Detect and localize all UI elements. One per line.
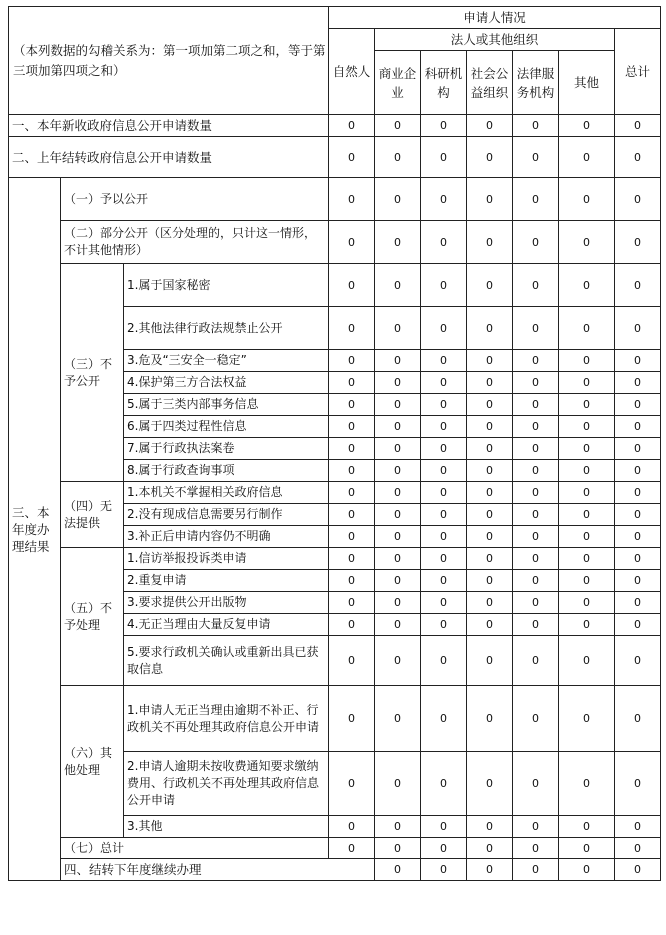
cell-value: 0	[559, 264, 615, 307]
cell-value: 0	[421, 482, 467, 504]
cell-value: 0	[559, 115, 615, 137]
row-label: 二、上年结转政府信息公开申请数量	[9, 137, 329, 178]
cell-value: 0	[375, 752, 421, 816]
cell-value: 0	[467, 504, 513, 526]
cell-value: 0	[421, 137, 467, 178]
cell-value: 0	[421, 614, 467, 636]
cell-value: 0	[513, 548, 559, 570]
row-label: 3.其他	[124, 816, 329, 838]
cell-value: 0	[329, 548, 375, 570]
cell-value: 0	[467, 838, 513, 859]
cell-value: 0	[329, 570, 375, 592]
cell-value: 0	[467, 178, 513, 221]
cell-value: 0	[375, 548, 421, 570]
cell-value: 0	[513, 570, 559, 592]
cell-value: 0	[467, 350, 513, 372]
table-row	[9, 178, 661, 221]
cell-value: 0	[615, 504, 661, 526]
cell-value: 0	[421, 592, 467, 614]
header-natural-person: 自然人	[329, 29, 375, 115]
cell-value: 0	[421, 221, 467, 264]
cell-value: 0	[615, 838, 661, 859]
cell-value: 0	[421, 526, 467, 548]
cell-value: 0	[513, 115, 559, 137]
cell-value: 0	[559, 460, 615, 482]
cell-value: 0	[513, 221, 559, 264]
row-label: 1.属于国家秘密	[124, 264, 329, 307]
cell-value: 0	[375, 372, 421, 394]
cell-value: 0	[615, 460, 661, 482]
cell-value: 0	[467, 752, 513, 816]
cell-value: 0	[513, 307, 559, 350]
cell-value: 0	[329, 636, 375, 686]
cell-value: 0	[329, 394, 375, 416]
row-label: 5.要求行政机关确认或重新出具已获取信息	[124, 636, 329, 686]
row-label: （一）予以公开	[61, 178, 329, 221]
row-label: 1.申请人无正当理由逾期不补正、行政机关不再处理其政府信息公开申请	[124, 686, 329, 752]
cell-value: 0	[615, 614, 661, 636]
table-row	[9, 482, 661, 504]
cell-value: 0	[375, 460, 421, 482]
header-other: 其他	[559, 51, 615, 115]
cell-value: 0	[615, 482, 661, 504]
row-label: 四、结转下年度继续办理	[61, 859, 375, 881]
cell-value: 0	[375, 570, 421, 592]
cell-value: 0	[559, 838, 615, 859]
cell-value: 0	[421, 438, 467, 460]
cell-value: 0	[615, 221, 661, 264]
cell-value: 0	[421, 115, 467, 137]
cell-value: 0	[513, 816, 559, 838]
cell-value: 0	[375, 614, 421, 636]
header-legal-group: 法人或其他组织	[375, 29, 615, 51]
cell-value: 0	[421, 504, 467, 526]
row-label: 1.本机关不掌握相关政府信息	[124, 482, 329, 504]
cell-value: 0	[513, 416, 559, 438]
cell-value: 0	[329, 137, 375, 178]
cell-value: 0	[467, 416, 513, 438]
cell-value: 0	[329, 307, 375, 350]
cell-value: 0	[513, 482, 559, 504]
cell-value: 0	[329, 350, 375, 372]
header-note: （本列数据的勾稽关系为：第一项加第二项之和，等于第三项加第四项之和）	[9, 7, 329, 115]
info-disclosure-table	[8, 6, 661, 881]
cell-value: 0	[615, 372, 661, 394]
table-row	[9, 221, 661, 264]
cell-value: 0	[513, 504, 559, 526]
cell-value: 0	[513, 752, 559, 816]
cell-value: 0	[513, 264, 559, 307]
cell-value: 0	[513, 372, 559, 394]
cell-value: 0	[329, 115, 375, 137]
cell-value: 0	[559, 504, 615, 526]
cell-value: 0	[559, 816, 615, 838]
cell-value: 0	[467, 264, 513, 307]
row-label: 3.补正后申请内容仍不明确	[124, 526, 329, 548]
cell-value: 0	[421, 372, 467, 394]
header-total: 总计	[615, 29, 661, 115]
cell-value: 0	[421, 838, 467, 859]
table-row	[9, 686, 661, 752]
cell-value: 0	[375, 592, 421, 614]
cell-value: 0	[467, 372, 513, 394]
cell-value: 0	[467, 526, 513, 548]
table-row	[9, 859, 661, 881]
cell-value: 0	[559, 307, 615, 350]
cell-value: 0	[615, 592, 661, 614]
cell-value: 0	[375, 838, 421, 859]
cell-value: 0	[467, 115, 513, 137]
cell-value: 0	[559, 416, 615, 438]
cell-value: 0	[513, 859, 559, 881]
row-label: 2.申请人逾期未按收费通知要求缴纳费用、行政机关不再处理其政府信息公开申请	[124, 752, 329, 816]
cell-value: 0	[467, 816, 513, 838]
cell-value: 0	[615, 526, 661, 548]
cell-value: 0	[559, 686, 615, 752]
cell-value: 0	[615, 636, 661, 686]
header-legal-service: 法律服务机构	[513, 51, 559, 115]
cell-value: 0	[375, 438, 421, 460]
cell-value: 0	[329, 504, 375, 526]
cell-value: 0	[329, 264, 375, 307]
cell-value: 0	[375, 307, 421, 350]
cell-value: 0	[615, 752, 661, 816]
table-row	[9, 264, 661, 307]
cell-value: 0	[615, 548, 661, 570]
cell-value: 0	[615, 416, 661, 438]
cell-value: 0	[559, 137, 615, 178]
cell-value: 0	[467, 221, 513, 264]
cell-value: 0	[329, 614, 375, 636]
header-social-welfare: 社会公益组织	[467, 51, 513, 115]
cell-value: 0	[467, 592, 513, 614]
cell-value: 0	[513, 838, 559, 859]
cell-value: 0	[615, 137, 661, 178]
cell-value: 0	[467, 438, 513, 460]
cell-value: 0	[375, 816, 421, 838]
cell-value: 0	[329, 372, 375, 394]
row-label: 5.属于三类内部事务信息	[124, 394, 329, 416]
cell-value: 0	[467, 614, 513, 636]
header-applicant-situation: 申请人情况	[329, 7, 661, 29]
cell-value: 0	[559, 178, 615, 221]
cell-value: 0	[329, 526, 375, 548]
group-four-label: （四）无法提供	[61, 482, 124, 548]
cell-value: 0	[421, 752, 467, 816]
cell-value: 0	[375, 178, 421, 221]
cell-value: 0	[467, 137, 513, 178]
cell-value: 0	[375, 526, 421, 548]
cell-value: 0	[615, 816, 661, 838]
header-research: 科研机构	[421, 51, 467, 115]
cell-value: 0	[375, 350, 421, 372]
cell-value: 0	[513, 686, 559, 752]
cell-value: 0	[329, 816, 375, 838]
cell-value: 0	[329, 460, 375, 482]
cell-value: 0	[467, 570, 513, 592]
row-label: 一、本年新收政府信息公开申请数量	[9, 115, 329, 137]
cell-value: 0	[559, 592, 615, 614]
section-three-label: 三、本年度办理结果	[9, 178, 61, 881]
row-label: 3.危及“三安全一稳定”	[124, 350, 329, 372]
cell-value: 0	[513, 614, 559, 636]
cell-value: 0	[375, 221, 421, 264]
cell-value: 0	[559, 482, 615, 504]
cell-value: 0	[375, 504, 421, 526]
group-six-label: （六）其他处理	[61, 686, 124, 838]
table-row	[9, 115, 661, 137]
cell-value: 0	[559, 752, 615, 816]
cell-value: 0	[559, 526, 615, 548]
cell-value: 0	[375, 264, 421, 307]
cell-value: 0	[421, 416, 467, 438]
cell-value: 0	[421, 264, 467, 307]
cell-value: 0	[329, 178, 375, 221]
cell-value: 0	[615, 394, 661, 416]
group-three-label: （三）不予公开	[61, 264, 124, 482]
cell-value: 0	[421, 859, 467, 881]
cell-value: 0	[375, 482, 421, 504]
cell-value: 0	[559, 438, 615, 460]
cell-value: 0	[375, 859, 421, 881]
cell-value: 0	[559, 614, 615, 636]
table-row	[9, 548, 661, 570]
cell-value: 0	[467, 859, 513, 881]
cell-value: 0	[615, 686, 661, 752]
cell-value: 0	[375, 394, 421, 416]
cell-value: 0	[513, 178, 559, 221]
cell-value: 0	[559, 350, 615, 372]
group-five-label: （五）不予处理	[61, 548, 124, 686]
cell-value: 0	[421, 570, 467, 592]
row-label: 1.信访举报投诉类申请	[124, 548, 329, 570]
cell-value: 0	[329, 482, 375, 504]
cell-value: 0	[375, 636, 421, 686]
cell-value: 0	[421, 686, 467, 752]
cell-value: 0	[421, 350, 467, 372]
cell-value: 0	[559, 372, 615, 394]
cell-value: 0	[421, 178, 467, 221]
cell-value: 0	[513, 592, 559, 614]
row-label: （二）部分公开（区分处理的，只计这一情形，不计其他情形）	[61, 221, 329, 264]
cell-value: 0	[329, 838, 375, 859]
cell-value: 0	[467, 394, 513, 416]
table-row	[9, 137, 661, 178]
cell-value: 0	[615, 350, 661, 372]
row-label: 4.无正当理由大量反复申请	[124, 614, 329, 636]
row-label: 3.要求提供公开出版物	[124, 592, 329, 614]
cell-value: 0	[513, 526, 559, 548]
cell-value: 0	[421, 307, 467, 350]
row-label: 2.没有现成信息需要另行制作	[124, 504, 329, 526]
cell-value: 0	[513, 394, 559, 416]
cell-value: 0	[615, 115, 661, 137]
cell-value: 0	[329, 686, 375, 752]
row-label: 2.其他法律行政法规禁止公开	[124, 307, 329, 350]
cell-value: 0	[329, 416, 375, 438]
cell-value: 0	[421, 394, 467, 416]
cell-value: 0	[375, 115, 421, 137]
cell-value: 0	[329, 221, 375, 264]
cell-value: 0	[513, 350, 559, 372]
cell-value: 0	[467, 460, 513, 482]
cell-value: 0	[375, 416, 421, 438]
cell-value: 0	[421, 548, 467, 570]
cell-value: 0	[513, 636, 559, 686]
cell-value: 0	[421, 636, 467, 686]
row-label: 4.保护第三方合法权益	[124, 372, 329, 394]
cell-value: 0	[467, 548, 513, 570]
cell-value: 0	[559, 548, 615, 570]
cell-value: 0	[559, 221, 615, 264]
cell-value: 0	[615, 264, 661, 307]
cell-value: 0	[467, 636, 513, 686]
cell-value: 0	[375, 137, 421, 178]
cell-value: 0	[559, 636, 615, 686]
cell-value: 0	[467, 307, 513, 350]
cell-value: 0	[615, 570, 661, 592]
cell-value: 0	[329, 438, 375, 460]
cell-value: 0	[513, 460, 559, 482]
cell-value: 0	[329, 592, 375, 614]
cell-value: 0	[421, 816, 467, 838]
cell-value: 0	[375, 686, 421, 752]
row-label: （七）总计	[61, 838, 329, 859]
cell-value: 0	[559, 859, 615, 881]
cell-value: 0	[559, 394, 615, 416]
row-label: 6.属于四类过程性信息	[124, 416, 329, 438]
table-row	[9, 838, 661, 859]
cell-value: 0	[615, 307, 661, 350]
row-label: 7.属于行政执法案卷	[124, 438, 329, 460]
cell-value: 0	[329, 752, 375, 816]
cell-value: 0	[467, 482, 513, 504]
cell-value: 0	[467, 686, 513, 752]
cell-value: 0	[615, 438, 661, 460]
cell-value: 0	[513, 137, 559, 178]
row-label: 2.重复申请	[124, 570, 329, 592]
cell-value: 0	[615, 178, 661, 221]
cell-value: 0	[615, 859, 661, 881]
cell-value: 0	[559, 570, 615, 592]
cell-value: 0	[421, 460, 467, 482]
header-commercial: 商业企业	[375, 51, 421, 115]
row-label: 8.属于行政查询事项	[124, 460, 329, 482]
cell-value: 0	[513, 438, 559, 460]
